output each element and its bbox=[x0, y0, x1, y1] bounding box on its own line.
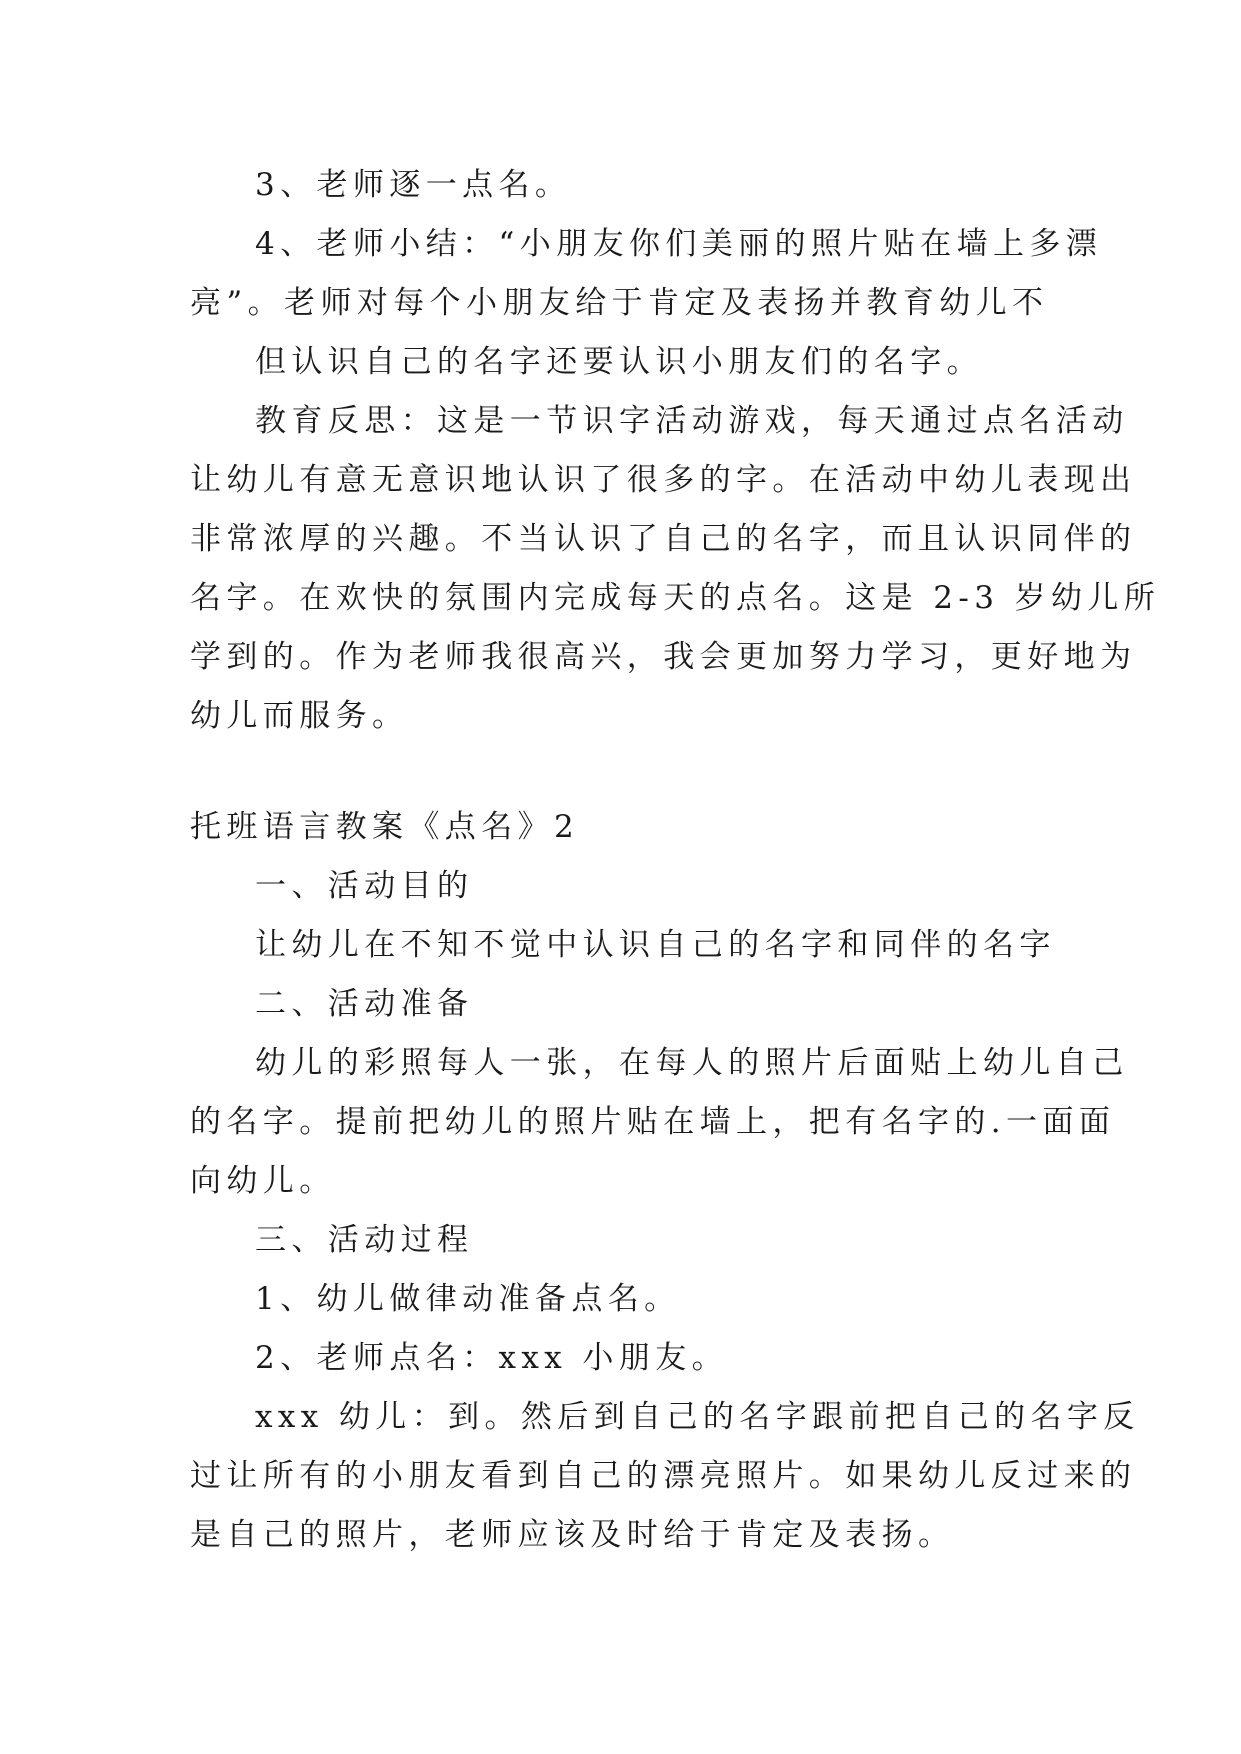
paragraph-line: 但认识自己的名字还要认识小朋友们的名字。 bbox=[255, 344, 983, 380]
paragraph-line: 1、幼儿做律动准备点名。 bbox=[255, 1281, 681, 1317]
paragraph-line: 学到的。作为老师我很高兴，我会更加努力学习，更好地为 bbox=[190, 639, 1137, 675]
paragraph-line: 亮”。老师对每个小朋友给于肯定及表扬并教育幼儿不 bbox=[190, 285, 1049, 321]
paragraph-line: 幼儿的彩照每人一张，在每人的照片后面贴上幼儿自己 bbox=[255, 1045, 1129, 1081]
section-heading: 二、活动准备 bbox=[255, 986, 474, 1022]
paragraph-line: 过让所有的小朋友看到自己的漂亮照片。如果幼儿反过来的 bbox=[190, 1458, 1137, 1494]
paragraph-line: 让幼儿在不知不觉中认识自己的名字和同伴的名字 bbox=[255, 927, 1056, 963]
paragraph-line: xxx 幼儿：到。然后到自己的名字跟前把自己的名字反 bbox=[255, 1399, 1140, 1435]
paragraph-line: 教育反思：这是一节识字活动游戏，每天通过点名活动 bbox=[255, 403, 1129, 439]
paragraph-line: 3、老师逐一点名。 bbox=[255, 167, 572, 203]
section-heading: 一、活动目的 bbox=[255, 868, 474, 904]
paragraph-line: 4、老师小结：“小朋友你们美丽的照片贴在墙上多漂 bbox=[255, 226, 1103, 262]
section-title: 托班语言教案《点名》2 bbox=[190, 809, 580, 845]
paragraph-line: 幼儿而服务。 bbox=[190, 698, 409, 734]
paragraph-line: 的名字。提前把幼儿的照片贴在墙上，把有名字的.一面面 bbox=[190, 1104, 1116, 1140]
paragraph-line: 向幼儿。 bbox=[190, 1163, 336, 1199]
paragraph-line: 2、老师点名：xxx 小朋友。 bbox=[255, 1340, 729, 1376]
paragraph-line: 是自己的照片，老师应该及时给于肯定及表扬。 bbox=[190, 1517, 955, 1553]
section-heading: 三、活动过程 bbox=[255, 1222, 474, 1258]
paragraph-line: 名字。在欢快的氛围内完成每天的点名。这是 2-3 岁幼儿所 bbox=[190, 580, 1161, 616]
paragraph-line: 让幼儿有意无意识地认识了很多的字。在活动中幼儿表现出 bbox=[190, 462, 1137, 498]
paragraph-line: 非常浓厚的兴趣。不当认识了自己的名字，而且认识同伴的 bbox=[190, 521, 1137, 557]
